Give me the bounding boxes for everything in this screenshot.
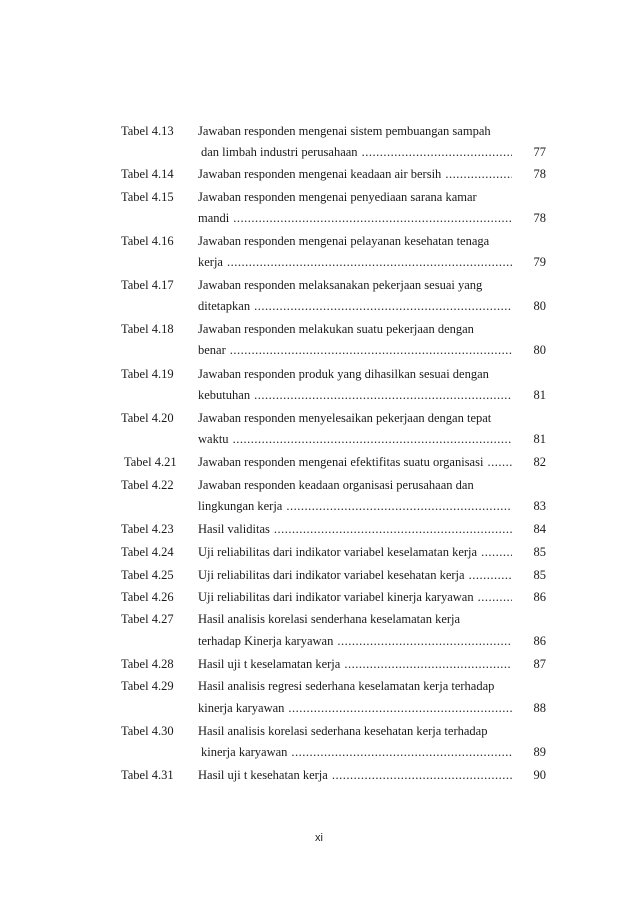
entry-label: Tabel 4.30 <box>121 724 174 738</box>
entry-label: Tabel 4.18 <box>121 322 174 336</box>
entry-label: Tabel 4.14 <box>121 167 174 181</box>
leader-dots <box>233 430 512 448</box>
leader-dots <box>274 520 512 538</box>
entry-title-line2: ditetapkan <box>198 299 251 313</box>
entry-page-number: 85 <box>533 545 546 559</box>
entry-label: Tabel 4.27 <box>121 612 174 626</box>
entry-page-number: 86 <box>533 590 546 604</box>
entry-title-line1: Jawaban responden melakukan suatu pekerjaan dengan <box>198 322 474 336</box>
entry-label: Tabel 4.19 <box>121 367 174 381</box>
leader-dots <box>288 699 512 717</box>
entry-title-line2: dan limbah industri perusahaan <box>201 145 358 159</box>
entry-page-number: 84 <box>533 522 546 536</box>
entry-leader <box>198 520 512 538</box>
leader-dots <box>286 497 512 515</box>
entry-leader <box>198 430 512 448</box>
entry-label: Tabel 4.15 <box>121 190 174 204</box>
leader-dots <box>344 655 512 673</box>
leader-dots <box>291 743 512 761</box>
leader-dots <box>332 766 512 784</box>
entry-title-line1: Jawaban responden mengenai keadaan air bersih <box>198 167 442 181</box>
entry-label: Tabel 4.29 <box>121 679 174 693</box>
leader-dots <box>469 566 512 584</box>
entry-title-line1: Hasil validitas <box>198 522 270 536</box>
entry-title-line2: waktu <box>198 432 229 446</box>
entry-page-number: 85 <box>533 568 546 582</box>
entry-label: Tabel 4.17 <box>121 278 174 292</box>
entry-title-line1: Uji reliabilitas dari indikator variabel kesehatan kerja <box>198 568 465 582</box>
entry-title-line2: kerja <box>198 255 223 269</box>
entry-title-line2: terhadap Kinerja karyawan <box>198 634 334 648</box>
entry-label: Tabel 4.24 <box>121 545 174 559</box>
entry-leader <box>198 341 512 359</box>
entry-title-line1: Uji reliabilitas dari indikator variabel kinerja karyawan <box>198 590 474 604</box>
leader-dots <box>481 543 512 561</box>
entry-leader <box>198 453 512 471</box>
entry-title-line1: Jawaban responden keadaan organisasi perusahaan dan <box>198 478 474 492</box>
entry-title-line1: Hasil uji t kesehatan kerja <box>198 768 328 782</box>
entry-page-number: 88 <box>533 701 546 715</box>
entry-label: Tabel 4.26 <box>121 590 174 604</box>
entry-page-number: 78 <box>533 211 546 225</box>
entry-leader <box>198 655 512 673</box>
entry-page-number: 89 <box>533 745 546 759</box>
entry-page-number: 87 <box>533 657 546 671</box>
entry-leader <box>198 543 512 561</box>
entry-leader <box>198 699 512 717</box>
leader-dots <box>230 341 512 359</box>
entry-title-line1: Jawaban responden mengenai efektifitas suatu organisasi <box>198 455 484 469</box>
entry-title-line1: Uji reliabilitas dari indikator variabel keselamatan kerja <box>198 545 478 559</box>
leader-dots <box>478 588 512 606</box>
entry-leader <box>198 209 512 227</box>
entry-leader <box>198 566 512 584</box>
leader-dots <box>337 632 512 650</box>
entry-page-number: 82 <box>533 455 546 469</box>
entry-page-number: 77 <box>533 145 546 159</box>
entry-page-number: 90 <box>533 768 546 782</box>
entry-title-line2: mandi <box>198 211 230 225</box>
entry-page-number: 81 <box>533 432 546 446</box>
entry-title-line2: kebutuhan <box>198 388 251 402</box>
entry-leader <box>198 297 512 315</box>
entry-page-number: 80 <box>533 299 546 313</box>
entry-page-number: 78 <box>533 167 546 181</box>
entry-leader <box>198 766 512 784</box>
page-footer-number: xi <box>315 832 323 844</box>
entry-label: Tabel 4.21 <box>124 455 177 469</box>
entry-title-line1: Jawaban responden melaksanakan pekerjaan sesuai yang <box>198 278 483 292</box>
entry-page-number: 86 <box>533 634 546 648</box>
entry-label: Tabel 4.23 <box>121 522 174 536</box>
entry-leader <box>198 386 512 404</box>
entry-title-line1: Hasil analisis korelasi sederhana kesehatan kerja terhadap <box>198 724 488 738</box>
entry-title-line2: kinerja karyawan <box>198 701 285 715</box>
leader-dots <box>254 297 512 315</box>
leader-dots <box>445 165 512 183</box>
entry-label: Tabel 4.31 <box>121 768 174 782</box>
leader-dots <box>254 386 512 404</box>
entry-leader <box>198 497 512 515</box>
entry-title-line2: kinerja karyawan <box>201 745 288 759</box>
leader-dots <box>487 453 512 471</box>
entry-title-line1: Jawaban responden produk yang dihasilkan sesuai dengan <box>198 367 489 381</box>
entry-leader <box>198 588 512 606</box>
entry-title-line1: Hasil uji t keselamatan kerja <box>198 657 341 671</box>
entry-label: Tabel 4.22 <box>121 478 174 492</box>
entry-title-line1: Jawaban responden mengenai pelayanan kesehatan tenaga <box>198 234 490 248</box>
entry-title-line2: benar <box>198 343 226 357</box>
entry-leader <box>198 165 512 183</box>
entry-leader <box>201 743 512 761</box>
entry-label: Tabel 4.16 <box>121 234 174 248</box>
entry-page-number: 81 <box>533 388 546 402</box>
entry-title-line1: Jawaban responden menyelesaikan pekerjaan dengan tepat <box>198 411 492 425</box>
entry-page-number: 83 <box>533 499 546 513</box>
entry-label: Tabel 4.25 <box>121 568 174 582</box>
entry-title-line1: Jawaban responden mengenai sistem pembuangan sampah <box>198 124 491 138</box>
leader-dots <box>362 143 512 161</box>
entry-title-line1: Hasil analisis regresi sederhana keselamatan kerja terhadap <box>198 679 495 693</box>
entry-title-line1: Jawaban responden mengenai penyediaan sarana kamar <box>198 190 477 204</box>
leader-dots <box>227 253 512 271</box>
leader-dots <box>233 209 512 227</box>
entry-page-number: 79 <box>533 255 546 269</box>
entry-label: Tabel 4.13 <box>121 124 174 138</box>
entry-title-line2: lingkungan kerja <box>198 499 283 513</box>
entry-leader <box>198 253 512 271</box>
entry-label: Tabel 4.20 <box>121 411 174 425</box>
entry-page-number: 80 <box>533 343 546 357</box>
entry-leader <box>201 143 512 161</box>
entry-leader <box>198 632 512 650</box>
entry-label: Tabel 4.28 <box>121 657 174 671</box>
entry-title-line1: Hasil analisis korelasi senderhana keselamatan kerja <box>198 612 461 626</box>
